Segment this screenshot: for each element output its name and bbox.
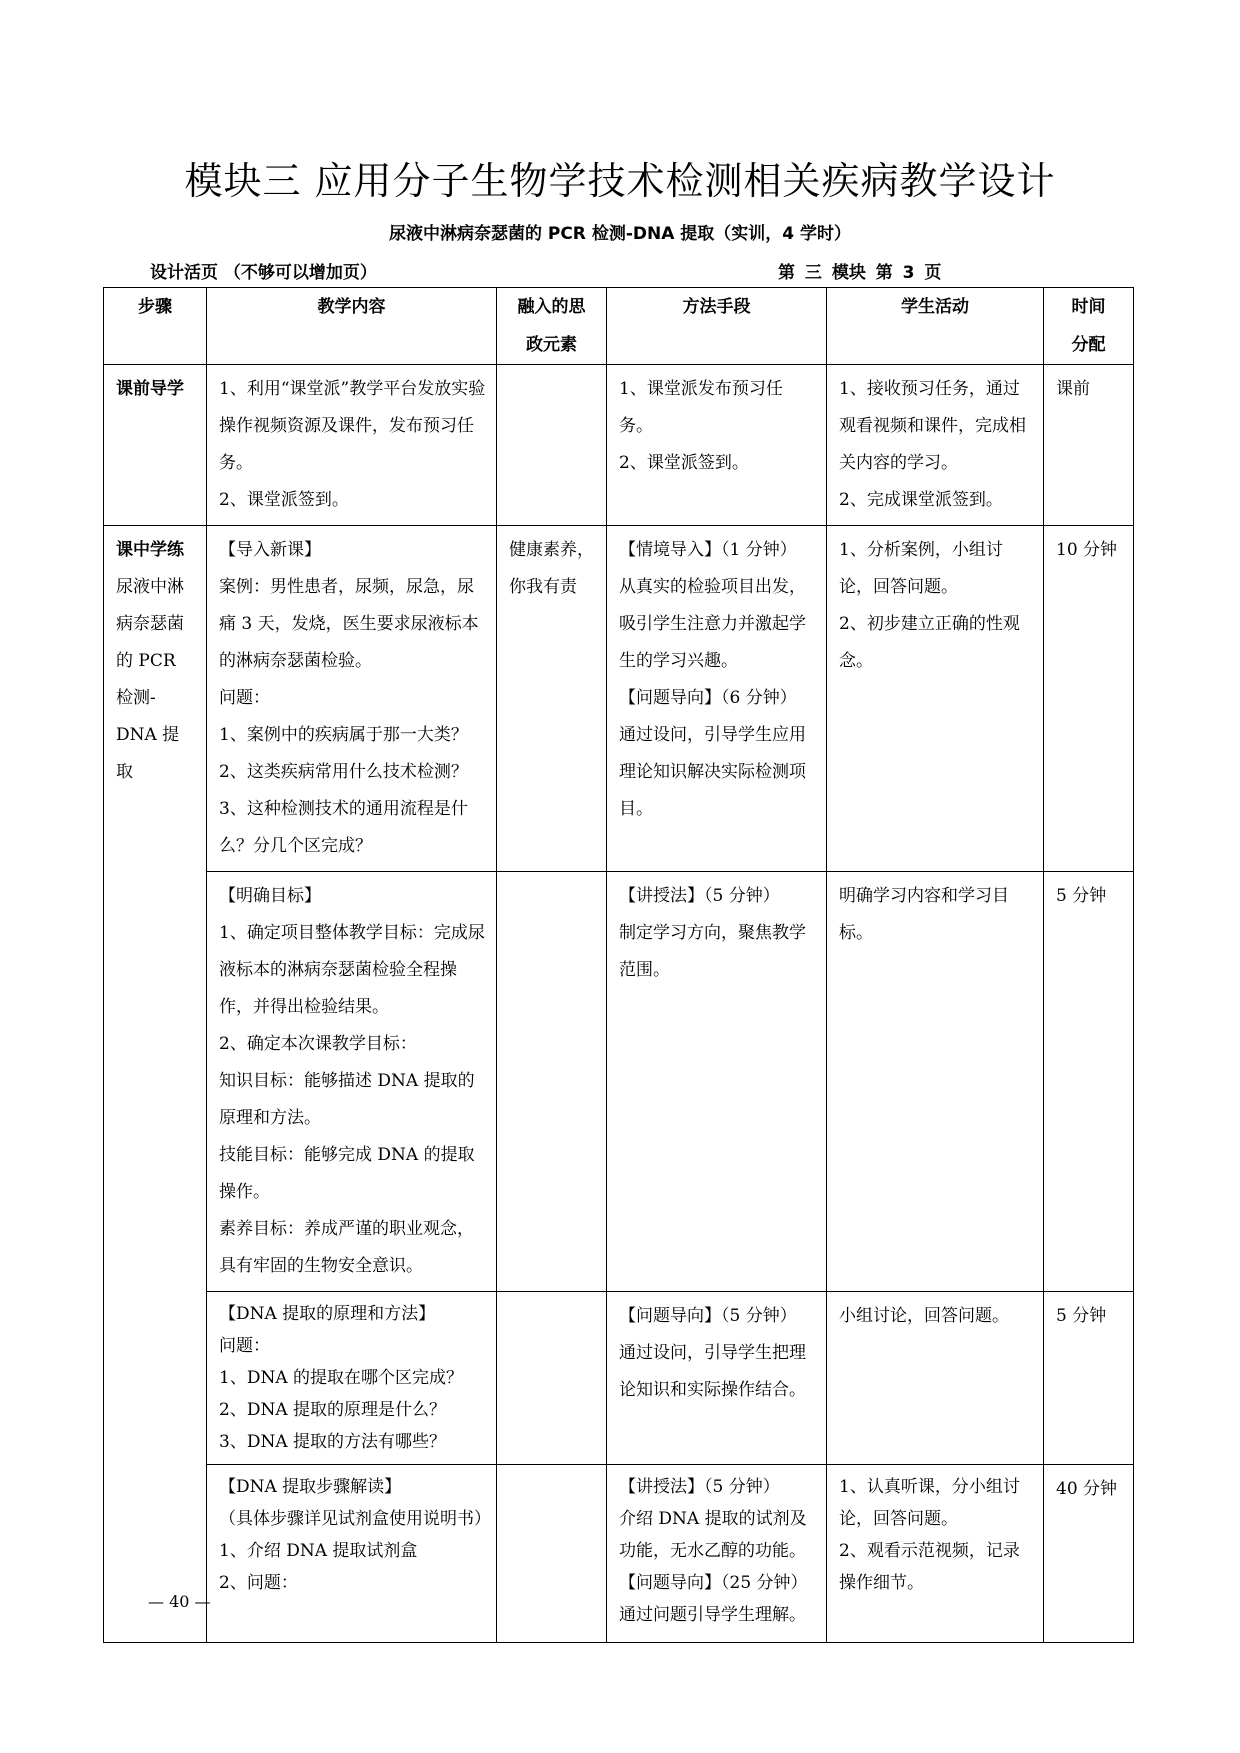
activity-cell: 1、接收预习任务，通过观看视频和课件，完成相关内容的学习。 2、完成课堂派签到。	[827, 365, 1044, 526]
header-time: 时间 分配	[1044, 288, 1134, 365]
ideology-cell	[497, 1465, 607, 1643]
table-row	[104, 872, 1134, 1292]
table-row	[104, 1292, 1134, 1465]
design-sheet-label: 设计活页 （不够可以增加页）	[150, 263, 377, 283]
activity-cell: 明确学习内容和学习目标。	[827, 872, 1044, 1292]
lesson-plan-table	[103, 287, 1134, 1643]
method-cell: 【问题导向】（5 分钟） 通过设问，引导学生把理论知识和实际操作结合。	[607, 1292, 827, 1465]
activity-cell: 小组讨论，回答问题。	[827, 1292, 1044, 1465]
module-page-label: 第 三 模块 第 3 页	[778, 263, 942, 283]
content-cell: 1、利用“课堂派”教学平台发放实验操作视频资源及课件，发布预习任务。 2、课堂派签到。	[207, 365, 497, 526]
step-cell: 课前导学	[104, 365, 207, 526]
table-row	[104, 365, 1134, 526]
page-title: 模块三 应用分子生物学技术检测相关疾病教学设计	[184, 159, 1056, 203]
table-row	[104, 1465, 1134, 1643]
ideology-cell	[497, 1292, 607, 1465]
header-content: 教学内容	[207, 288, 497, 365]
content-cell: 【明确目标】 1、确定项目整体教学目标：完成尿液标本的淋病奈瑟菌检验全程操作，并得出检验结果。 2、确定本次课教学目标： 知识目标：能够描述 DNA 提取的原理和方法。 技能目标：能够完成 DNA 的提取操作。 素养目标：养成严谨的职业观念，具有牢固的生物安全意识。	[207, 872, 497, 1292]
header-activity: 学生活动	[827, 288, 1044, 365]
time-cell: 5 分钟	[1044, 872, 1134, 1292]
page-number: — 40 —	[148, 1592, 211, 1611]
method-cell: 【情境导入】（1 分钟） 从真实的检验项目出发，吸引学生注意力并激起学生的学习兴趣。 【问题导向】（6 分钟） 通过设问，引导学生应用理论知识解决实际检测项目。	[607, 526, 827, 872]
header-method: 方法手段	[607, 288, 827, 365]
method-cell: 1、课堂派发布预习任务。 2、课堂派签到。	[607, 365, 827, 526]
content-cell: 【导入新课】 案例：男性患者，尿频，尿急，尿痛 3 天，发烧，医生要求尿液标本的淋病奈瑟菌检验。 问题： 1、案例中的疾病属于那一大类？ 2、这类疾病常用什么技术检测？ 3、这种检测技术的通用流程是什么？分几个区完成？	[207, 526, 497, 872]
ideology-cell	[497, 872, 607, 1292]
header-ideology: 融入的思 政元素	[497, 288, 607, 365]
ideology-cell	[497, 365, 607, 526]
activity-cell: 1、认真听课，分小组讨论，回答问题。 2、观看示范视频，记录操作细节。	[827, 1465, 1044, 1643]
page-subtitle: 尿液中淋病奈瑟菌的 PCR 检测-DNA 提取（实训，4 学时）	[388, 224, 852, 244]
table-row	[104, 526, 1134, 872]
header-step: 步骤	[104, 288, 207, 365]
activity-cell: 1、分析案例，小组讨论，回答问题。 2、初步建立正确的性观念。	[827, 526, 1044, 872]
content-cell: 【DNA 提取步骤解读】 （具体步骤详见试剂盒使用说明书） 1、介绍 DNA 提取试剂盒 2、问题：	[207, 1465, 497, 1643]
step-cell: 课中学练 尿液中淋病奈瑟菌的 PCR 检测-DNA 提取	[104, 526, 207, 1643]
table-header-row	[104, 288, 1134, 365]
method-cell: 【讲授法】（5 分钟） 制定学习方向，聚焦教学范围。	[607, 872, 827, 1292]
time-cell: 5 分钟	[1044, 1292, 1134, 1465]
method-cell: 【讲授法】（5 分钟） 介绍 DNA 提取的试剂及功能，无水乙醇的功能。 【问题导向】（25 分钟） 通过问题引导学生理解。	[607, 1465, 827, 1643]
content-cell: 【DNA 提取的原理和方法】 问题： 1、DNA 的提取在哪个区完成？ 2、DNA 提取的原理是什么？ 3、DNA 提取的方法有哪些？	[207, 1292, 497, 1465]
time-cell: 课前	[1044, 365, 1134, 526]
time-cell: 40 分钟	[1044, 1465, 1134, 1643]
time-cell: 10 分钟	[1044, 526, 1134, 872]
ideology-cell: 健康素养，你我有责	[497, 526, 607, 872]
